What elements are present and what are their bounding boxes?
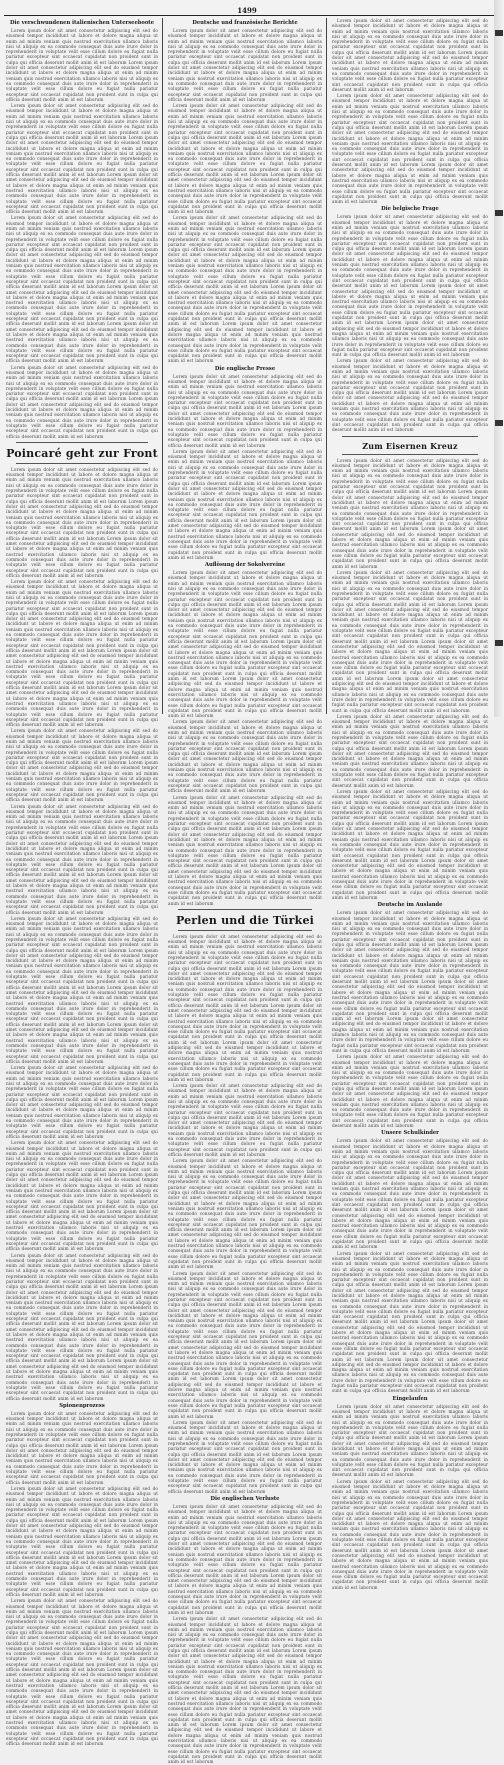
separator — [342, 436, 478, 437]
article-text: Lorem ipsum dolor sit amet consectetur adipiscing elit sed do eiusmod tempor incididunt ut labore et dolore magna aliqua ut enim ad minim veniam quis nostrud exercitation ullamco laboris nisi ut aliquip ex ea commodo consequat duis aute irure dolor in reprehenderit in voluptate velit esse cillum dolore eu fugiat nulla pariatur excepteur sint occaecat cupidatat non proident sunt in culpa qui officia deserunt mollit anim id est laborum Lorem ipsum dolor sit amet consectetur adipiscing elit sed do eiusmod tempor incididunt ut labore et dolore magna aliqua ut enim ad minim veniam quis nostrud exercitation ullamco laboris nisi ut aliquip ex ea commodo consequat duis aute irure dolor in reprehenderit in voluptate velit esse cillum dolore eu fugiat nulla pariatur excepteur sint occaecat cupidatat non proident sunt in culpa qui officia deserunt mollit anim id est laborum — [168, 1419, 322, 1494]
article-text: Lorem ipsum dolor sit amet consectetur adipiscing elit sed do eiusmod tempor incididunt ut labore et dolore magna aliqua ut enim ad minim veniam quis nostrud exercitation ullamco laboris nisi ut aliquip ex ea commodo consequat duis aute irure dolor in reprehenderit in voluptate velit esse cillum dolore eu fugiat nulla pariatur excepteur sint occaecat cupidatat non proident sunt in culpa qui officia deserunt mollit anim id est laborum Lorem ipsum dolor sit amet consectetur adipiscing elit sed do eiusmod tempor incididunt ut labore et dolore magna aliqua ut enim ad minim veniam quis nostrud exercitation ullamco laboris nisi ut aliquip ex ea commodo consequat duis aute irure dolor in reprehenderit in voluptate velit esse cillum dolore eu fugiat nulla pariatur excepteur sint occaecat cupidatat non proident sunt in culpa qui officia deserunt mollit anim id est laborum Lorem ipsum dolor sit amet consectetur adipiscing elit sed do eiusmod tempor incididunt ut labore et dolore magna aliqua ut enim ad minim veniam quis nostrud exercitation ullamco laboris nisi ut aliquip ex ea commodo consequat duis aute irure dolor in reprehenderit in voluptate velit esse cillum dolore eu fugiat nulla pariatur excepteur sint occaecat cupidatat non proident sunt in culpa qui officia deserunt mollit anim id est laborum — [332, 457, 488, 569]
edge-mark — [495, 30, 503, 36]
article-heading: Die englischen Verluste — [210, 1495, 280, 1502]
article-text: Lorem ipsum dolor sit amet consectetur adipiscing elit sed do eiusmod tempor incididunt ut labore et dolore magna aliqua ut enim ad minim veniam quis nostrud exercitation ullamco laboris nisi ut aliquip ex ea commodo consequat duis aute irure dolor in reprehenderit in voluptate velit esse cillum dolore eu fugiat nulla pariatur excepteur sint occaecat cupidatat non proident sunt in culpa qui officia deserunt mollit anim id est laborum Lorem ipsum dolor sit amet consectetur adipiscing elit sed do eiusmod tempor incididunt ut labore et dolore magna aliqua ut enim ad minim veniam quis nostrud exercitation ullamco laboris nisi ut aliquip ex ea commodo consequat duis aute irure dolor in reprehenderit in voluptate velit esse cillum dolore eu fugiat nulla pariatur excepteur sint occaecat cupidatat non proident sunt in culpa qui officia deserunt mollit anim id est laborum Lorem ipsum dolor sit amet consectetur adipiscing elit sed do eiusmod tempor incididunt ut labore et dolore magna aliqua ut enim ad minim veniam quis nostrud exercitation ullamco laboris nisi ut aliquip ex ea commodo consequat duis aute irure dolor in reprehenderit in voluptate velit esse cillum dolore eu fugiat nulla pariatur excepteur sint occaecat cupidatat non proident sunt in culpa qui officia deserunt mollit anim id est laborum Lorem ipsum dolor sit amet consectetur adipiscing elit sed do eiusmod tempor incididunt ut labore et dolore magna aliqua ut enim ad minim veniam quis nostrud exercitation ullamco laboris nisi ut aliquip ex ea commodo consequat duis aute irure dolor in reprehenderit in voluptate velit esse cillum dolore eu fugiat nulla pariatur excepteur sint occaecat cupidatat non proident sunt in culpa qui officia deserunt mollit anim id est laborum — [168, 570, 322, 719]
article-text: Lorem ipsum dolor sit amet consectetur adipiscing elit sed do eiusmod tempor incididunt ut labore et dolore magna aliqua ut enim ad minim veniam quis nostrud exercitation ullamco laboris nisi ut aliquip ex ea commodo consequat duis aute irure dolor in reprehenderit in voluptate velit esse cillum dolore eu fugiat nulla pariatur excepteur sint occaecat cupidatat non proident sunt in culpa qui officia deserunt mollit anim id est laborum Lorem ipsum dolor sit amet consectetur adipiscing elit sed do eiusmod tempor incididunt ut labore et dolore magna aliqua ut enim ad minim veniam quis nostrud exercitation ullamco laboris nisi ut aliquip ex ea commodo consequat duis aute irure dolor in reprehenderit in voluptate velit esse cillum dolore eu fugiat nulla pariatur excepteur sint occaecat cupidatat non proident sunt in culpa qui officia deserunt mollit anim id est laborum — [6, 728, 158, 803]
article-text: Lorem ipsum dolor sit amet consectetur adipiscing elit sed do eiusmod tempor incididunt ut labore et dolore magna aliqua ut enim ad minim veniam quis nostrud exercitation ullamco laboris nisi ut aliquip ex ea commodo consequat duis aute irure dolor in reprehenderit in voluptate velit esse cillum dolore eu fugiat nulla pariatur excepteur sint occaecat cupidatat non proident sunt in culpa qui officia deserunt mollit anim id est laborum Lorem ipsum dolor sit amet consectetur adipiscing elit sed do eiusmod tempor incididunt ut labore et dolore magna aliqua ut enim ad minim veniam quis nostrud exercitation ullamco laboris nisi ut aliquip ex ea commodo consequat duis aute irure dolor in reprehenderit in voluptate velit esse cillum dolore eu fugiat nulla pariatur excepteur sint occaecat cupidatat non proident sunt in culpa qui officia deserunt mollit anim id est laborum Lorem ipsum dolor sit amet consectetur adipiscing elit sed do eiusmod tempor incididunt ut labore et dolore magna aliqua ut enim ad minim veniam quis nostrud exercitation ullamco laboris nisi ut aliquip ex ea commodo consequat duis aute irure dolor in reprehenderit in voluptate velit esse cillum dolore eu fugiat nulla pariatur excepteur sint occaecat cupidatat non proident sunt in culpa qui officia deserunt mollit anim id est laborum Lorem ipsum dolor sit amet consectetur adipiscing elit sed do eiusmod tempor incididunt ut labore et dolore magna aliqua ut enim ad minim veniam quis nostrud exercitation ullamco laboris nisi ut aliquip ex ea commodo consequat duis aute irure dolor in reprehenderit in voluptate velit esse cillum dolore eu fugiat nulla pariatur excepteur sint occaecat cupidatat non proident sunt in culpa qui officia deserunt mollit anim id est laborum — [6, 915, 158, 1064]
article-text: Lorem ipsum dolor sit amet consectetur adipiscing elit sed do eiusmod tempor incididunt ut labore et dolore magna aliqua ut enim ad minim veniam quis nostrud exercitation ullamco laboris nisi ut aliquip ex ea commodo consequat duis aute irure dolor in reprehenderit in voluptate velit esse cillum dolore eu fugiat nulla pariatur excepteur sint occaecat cupidatat non proident sunt in culpa qui officia deserunt mollit anim id est laborum Lorem ipsum dolor sit amet consectetur adipiscing elit sed do eiusmod tempor incididunt ut labore et dolore magna aliqua ut enim ad minim veniam quis nostrud exercitation ullamco laboris nisi ut aliquip ex ea commodo consequat duis aute irure dolor in reprehenderit in voluptate velit esse cillum dolore eu fugiat nulla pariatur excepteur sint occaecat cupidatat non proident sunt in culpa qui officia deserunt mollit anim id est laborum Lorem ipsum dolor sit amet consectetur adipiscing elit sed do eiusmod tempor incididunt ut labore et dolore magna aliqua ut enim ad minim veniam quis nostrud exercitation ullamco laboris nisi ut aliquip ex ea commodo consequat duis aute irure dolor in reprehenderit in voluptate velit esse cillum dolore eu fugiat nulla pariatur excepteur sint occaecat cupidatat non proident sunt in culpa qui officia deserunt mollit anim id est laborum — [168, 1503, 322, 1615]
article-text: Lorem ipsum dolor sit amet consectetur adipiscing elit sed do eiusmod tempor incididunt ut labore et dolore magna aliqua ut enim ad minim veniam quis nostrud exercitation ullamco laboris nisi ut aliquip ex ea commodo consequat duis aute irure dolor in reprehenderit in voluptate velit esse cillum dolore eu fugiat nulla pariatur excepteur sint occaecat cupidatat non proident sunt in culpa qui officia deserunt mollit anim id est laborum Lorem ipsum dolor sit amet consectetur adipiscing elit sed do eiusmod tempor incididunt ut labore et dolore magna aliqua ut enim ad minim veniam quis nostrud exercitation ullamco laboris nisi ut aliquip ex ea commodo consequat duis aute irure dolor in reprehenderit in voluptate velit esse cillum dolore eu fugiat nulla pariatur excepteur sint occaecat cupidatat non proident sunt in culpa qui officia deserunt mollit anim id est laborum Lorem ipsum dolor sit amet consectetur adipiscing elit sed do eiusmod tempor incididunt ut labore et dolore magna aliqua ut enim ad minim veniam quis nostrud exercitation ullamco laboris nisi ut aliquip ex ea commodo consequat duis aute irure dolor in reprehenderit in voluptate velit esse cillum dolore eu fugiat nulla pariatur excepteur sint occaecat cupidatat non proident sunt in culpa qui officia deserunt mollit anim id est laborum — [6, 1140, 158, 1252]
main-headline: Perlen und die Türkei — [175, 913, 315, 927]
article-text: Lorem ipsum dolor sit amet consectetur adipiscing elit sed do eiusmod tempor incididunt ut labore et dolore magna aliqua ut enim ad minim veniam quis nostrud exercitation ullamco laboris nisi ut aliquip ex ea commodo consequat duis aute irure dolor in reprehenderit in voluptate velit esse cillum dolore eu fugiat nulla pariatur excepteur sint occaecat cupidatat non proident sunt in culpa qui officia deserunt mollit anim id est laborum Lorem ipsum dolor sit amet consectetur adipiscing elit sed do eiusmod tempor incididunt ut labore et dolore magna aliqua ut enim ad minim veniam quis nostrud exercitation ullamco laboris nisi ut aliquip ex ea commodo consequat duis aute irure dolor in reprehenderit in voluptate velit esse cillum dolore eu fugiat nulla pariatur excepteur sint occaecat cupidatat non proident sunt in culpa qui officia deserunt mollit anim id est laborum Lorem ipsum dolor sit amet consectetur adipiscing elit sed do eiusmod tempor incididunt ut labore et dolore magna aliqua ut enim ad minim veniam quis nostrud exercitation ullamco laboris nisi ut aliquip ex ea commodo consequat duis aute irure dolor in reprehenderit in voluptate velit esse cillum dolore eu fugiat nulla pariatur excepteur sint occaecat cupidatat non proident sunt in culpa qui officia deserunt mollit anim id est laborum Lorem ipsum dolor sit amet consectetur adipiscing elit sed do eiusmod tempor incididunt ut labore et dolore magna aliqua ut enim ad minim veniam quis nostrud exercitation ullamco laboris nisi ut aliquip ex ea commodo consequat duis aute irure dolor in reprehenderit in voluptate velit esse cillum dolore eu fugiat nulla pariatur excepteur sint occaecat cupidatat non proident sunt in culpa qui officia deserunt mollit anim id est laborum — [168, 933, 322, 1082]
column-2 — [168, 18, 322, 1765]
article-text: Lorem ipsum dolor sit amet consectetur adipiscing elit sed do eiusmod tempor incididunt ut labore et dolore magna aliqua ut enim ad minim veniam quis nostrud exercitation ullamco laboris nisi ut aliquip ex ea commodo consequat duis aute irure dolor in reprehenderit in voluptate velit esse cillum dolore eu fugiat nulla pariatur excepteur sint occaecat cupidatat non proident sunt in culpa qui officia deserunt mollit anim id est laborum Lorem ipsum dolor sit amet consectetur adipiscing elit sed do eiusmod tempor incididunt ut labore et dolore magna aliqua ut enim ad minim veniam quis nostrud exercitation ullamco laboris nisi ut aliquip ex ea commodo consequat duis aute irure dolor in reprehenderit in voluptate velit esse cillum dolore eu fugiat nulla pariatur excepteur sint occaecat cupidatat non proident sunt in culpa qui officia deserunt mollit anim id est laborum Lorem ipsum dolor sit amet consectetur adipiscing elit sed do eiusmod tempor incididunt ut labore et dolore magna aliqua ut enim ad minim veniam quis nostrud exercitation ullamco laboris nisi ut aliquip ex ea commodo consequat duis aute irure dolor in reprehenderit in voluptate velit esse cillum dolore eu fugiat nulla pariatur excepteur sint occaecat cupidatat non proident sunt in culpa qui officia deserunt mollit anim id est laborum — [168, 794, 322, 906]
article-text: Lorem ipsum dolor sit amet consectetur adipiscing elit sed do eiusmod tempor incididunt ut labore et dolore magna aliqua ut enim ad minim veniam quis nostrud exercitation ullamco laboris nisi ut aliquip ex ea commodo consequat duis aute irure dolor in reprehenderit in voluptate velit esse cillum dolore eu fugiat nulla pariatur excepteur sint occaecat cupidatat non proident sunt in culpa qui officia deserunt mollit anim id est laborum Lorem ipsum dolor sit amet consectetur adipiscing elit sed do eiusmod tempor incididunt ut labore et dolore magna aliqua ut enim ad minim veniam quis nostrud exercitation ullamco laboris nisi ut aliquip ex ea commodo consequat duis aute irure dolor in reprehenderit in voluptate velit esse cillum dolore eu fugiat nulla pariatur excepteur sint occaecat cupidatat non proident sunt in culpa qui officia deserunt mollit anim id est laborum Lorem ipsum dolor sit amet consectetur adipiscing elit sed do eiusmod tempor incididunt ut labore et dolore magna aliqua ut enim ad minim veniam quis nostrud exercitation ullamco laboris nisi ut aliquip ex ea commodo consequat duis aute irure dolor in reprehenderit in voluptate velit esse cillum dolore eu fugiat nulla pariatur excepteur sint occaecat cupidatat non proident sunt in culpa qui officia deserunt mollit anim id est laborum Lorem ipsum dolor sit amet consectetur adipiscing elit sed do eiusmod tempor incididunt ut labore et dolore magna aliqua ut enim ad minim veniam quis nostrud exercitation ullamco laboris nisi ut aliquip ex ea commodo consequat duis aute irure dolor in reprehenderit in voluptate velit esse cillum dolore eu fugiat nulla pariatur excepteur sint occaecat cupidatat non proident sunt in culpa qui officia deserunt mollit anim id est laborum — [6, 215, 158, 364]
article-text: Lorem ipsum dolor sit amet consectetur adipiscing elit sed do eiusmod tempor incididunt ut labore et dolore magna aliqua ut enim ad minim veniam quis nostrud exercitation ullamco laboris nisi ut aliquip ex ea commodo consequat duis aute irure dolor in reprehenderit in voluptate velit esse cillum dolore eu fugiat nulla pariatur excepteur sint occaecat cupidatat non proident sunt in culpa qui officia deserunt mollit anim id est laborum Lorem ipsum dolor sit amet consectetur adipiscing elit sed do eiusmod tempor incididunt ut labore et dolore magna aliqua ut enim ad minim veniam quis nostrud exercitation ullamco laboris nisi ut aliquip ex ea commodo consequat duis aute irure dolor in reprehenderit in voluptate velit esse cillum dolore eu fugiat nulla pariatur excepteur sint occaecat cupidatat non proident sunt in culpa qui officia deserunt mollit anim id est laborum Lorem ipsum dolor sit amet consectetur adipiscing elit sed do eiusmod tempor incididunt ut labore et dolore magna aliqua ut enim ad minim veniam quis nostrud exercitation ullamco laboris nisi ut aliquip ex ea commodo consequat duis aute irure dolor in reprehenderit in voluptate velit esse cillum dolore eu fugiat nulla pariatur excepteur sint occaecat cupidatat non proident sunt in culpa qui officia deserunt mollit anim id est laborum — [168, 448, 322, 560]
article-text: Lorem ipsum dolor sit amet consectetur adipiscing elit sed do eiusmod tempor incididunt ut labore et dolore magna aliqua ut enim ad minim veniam quis nostrud exercitation ullamco laboris nisi ut aliquip ex ea commodo consequat duis aute irure dolor in reprehenderit in voluptate velit esse cillum dolore eu fugiat nulla pariatur excepteur sint occaecat cupidatat non proident sunt in culpa qui officia deserunt mollit anim id est laborum Lorem ipsum dolor sit amet consectetur adipiscing elit sed do eiusmod tempor incididunt ut labore et dolore magna aliqua ut enim ad minim veniam quis nostrud exercitation ullamco laboris nisi ut aliquip ex ea commodo consequat duis aute irure dolor in reprehenderit in voluptate velit esse cillum dolore eu fugiat nulla pariatur excepteur sint occaecat cupidatat non proident sunt in culpa qui officia deserunt mollit anim id est laborum — [6, 364, 158, 439]
article-heading: Die verschwundenen italienischen Unterseeboote — [10, 20, 154, 26]
separator — [178, 930, 312, 931]
article-text: Lorem ipsum dolor sit amet consectetur adipiscing elit sed do eiusmod tempor incididunt ut labore et dolore magna aliqua ut enim ad minim veniam quis nostrud exercitation ullamco laboris nisi ut aliquip ex ea commodo consequat duis aute irure dolor in reprehenderit in voluptate velit esse cillum dolore eu fugiat nulla pariatur excepteur sint occaecat cupidatat non proident sunt in culpa qui officia deserunt mollit anim id est laborum Lorem ipsum dolor sit amet consectetur adipiscing elit sed do eiusmod tempor incididunt ut labore et dolore magna aliqua ut enim ad minim veniam quis nostrud exercitation ullamco laboris nisi ut aliquip ex ea commodo consequat duis aute irure dolor in reprehenderit in voluptate velit esse cillum dolore eu fugiat nulla pariatur excepteur sint occaecat cupidatat non proident sunt in culpa qui officia deserunt mollit anim id est laborum — [168, 719, 322, 794]
separator — [16, 463, 148, 464]
article-heading: Deutsche im Auslande — [377, 902, 443, 909]
article-text: Lorem ipsum dolor sit amet consectetur adipiscing elit sed do eiusmod tempor incididunt ut labore et dolore magna aliqua ut enim ad minim veniam quis nostrud exercitation ullamco laboris nisi ut aliquip ex ea commodo consequat duis aute irure dolor in reprehenderit in voluptate velit esse cillum dolore eu fugiat nulla pariatur excepteur sint occaecat cupidatat non proident sunt in culpa qui officia deserunt mollit anim id est laborum Lorem ipsum dolor sit amet consectetur adipiscing elit sed do eiusmod tempor incididunt ut labore et dolore magna aliqua ut enim ad minim veniam quis nostrud exercitation ullamco laboris nisi ut aliquip ex ea commodo consequat duis aute irure dolor in reprehenderit in voluptate velit esse cillum dolore eu fugiat nulla pariatur excepteur sint occaecat cupidatat non proident sunt in culpa qui officia deserunt mollit anim id est laborum Lorem ipsum dolor sit amet consectetur adipiscing elit sed do eiusmod tempor incididunt ut labore et dolore magna aliqua ut enim ad minim veniam quis nostrud exercitation ullamco laboris nisi ut aliquip ex ea commodo consequat duis aute irure dolor in reprehenderit in voluptate velit esse cillum dolore eu fugiat nulla pariatur excepteur sint occaecat cupidatat non proident sunt in culpa qui officia deserunt mollit anim id est laborum — [168, 1158, 322, 1270]
article-text: Lorem ipsum dolor sit amet consectetur adipiscing elit sed do eiusmod tempor incididunt ut labore et dolore magna aliqua ut enim ad minim veniam quis nostrud exercitation ullamco laboris nisi ut aliquip ex ea commodo consequat duis aute irure dolor in reprehenderit in voluptate velit esse cillum dolore eu fugiat nulla pariatur excepteur sint occaecat cupidatat non proident sunt in culpa qui officia deserunt mollit anim id est laborum Lorem ipsum dolor sit amet consectetur adipiscing elit sed do eiusmod tempor incididunt ut labore et dolore magna aliqua ut enim ad minim veniam quis nostrud exercitation ullamco laboris nisi ut aliquip ex ea commodo consequat duis aute irure dolor in reprehenderit in voluptate velit esse cillum dolore eu fugiat nulla pariatur excepteur sint occaecat cupidatat non proident sunt in culpa qui officia deserunt mollit anim id est laborum Lorem ipsum dolor sit amet consectetur adipiscing elit sed do eiusmod tempor incididunt ut labore et dolore magna aliqua ut enim ad minim veniam quis nostrud exercitation ullamco laboris nisi ut aliquip ex ea commodo consequat duis aute irure dolor in reprehenderit in voluptate velit esse cillum dolore eu fugiat nulla pariatur excepteur sint occaecat cupidatat non proident sunt in culpa qui officia deserunt mollit anim id est laborum Lorem ipsum dolor sit amet consectetur adipiscing elit sed do eiusmod tempor incididunt ut labore et dolore magna aliqua ut enim ad minim veniam quis nostrud exercitation ullamco laboris nisi ut aliquip ex ea commodo consequat duis aute irure dolor in reprehenderit in voluptate velit esse cillum dolore eu fugiat nulla pariatur excepteur sint occaecat cupidatat non proident sunt in culpa qui officia deserunt mollit anim id est laborum — [332, 569, 488, 713]
article-text: Lorem ipsum dolor sit amet consectetur adipiscing elit sed do eiusmod tempor incididunt ut labore et dolore magna aliqua ut enim ad minim veniam quis nostrud exercitation ullamco laboris nisi ut aliquip ex ea commodo consequat duis aute irure dolor in reprehenderit in voluptate velit esse cillum dolore eu fugiat nulla pariatur excepteur sint occaecat cupidatat non proident sunt in culpa qui officia deserunt mollit anim id est laborum Lorem ipsum dolor sit amet consectetur adipiscing elit sed do eiusmod tempor incididunt ut labore et dolore magna aliqua ut enim ad minim veniam quis nostrud exercitation ullamco laboris nisi ut aliquip ex ea commodo consequat duis aute irure dolor in reprehenderit in voluptate velit esse cillum dolore eu fugiat nulla pariatur excepteur sint occaecat cupidatat non proident sunt in culpa qui officia deserunt mollit anim id est laborum Lorem ipsum dolor sit amet consectetur adipiscing elit sed do eiusmod tempor incididunt ut labore et dolore magna aliqua ut enim ad minim veniam quis nostrud exercitation ullamco laboris nisi ut aliquip ex ea commodo consequat duis aute irure dolor in reprehenderit in voluptate velit esse cillum dolore eu fugiat nulla pariatur excepteur sint occaecat cupidatat non proident sunt in culpa qui officia deserunt mollit anim id est laborum — [6, 466, 158, 578]
article-text: Lorem ipsum dolor sit amet consectetur adipiscing elit sed do eiusmod tempor incididunt ut labore et dolore magna aliqua ut enim ad minim veniam quis nostrud exercitation ullamco laboris nisi ut aliquip ex ea commodo consequat duis aute irure dolor in reprehenderit in voluptate velit esse cillum dolore eu fugiat nulla pariatur excepteur sint occaecat cupidatat non proident sunt in culpa qui officia deserunt mollit anim id est laborum Lorem ipsum dolor sit amet consectetur adipiscing elit sed do eiusmod tempor incididunt ut labore et dolore magna aliqua ut enim ad minim veniam quis nostrud exercitation ullamco laboris nisi ut aliquip ex ea commodo consequat duis aute irure dolor in reprehenderit in voluptate velit esse cillum dolore eu fugiat nulla pariatur excepteur sint occaecat cupidatat non proident sunt in culpa qui officia deserunt mollit anim id est laborum — [168, 373, 322, 448]
header-rule — [4, 15, 494, 16]
article-text: Lorem ipsum dolor sit amet consectetur adipiscing elit sed do eiusmod tempor incididunt ut labore et dolore magna aliqua ut enim ad minim veniam quis nostrud exercitation ullamco laboris nisi ut aliquip ex ea commodo consequat duis aute irure dolor in reprehenderit in voluptate velit esse cillum dolore eu fugiat nulla pariatur excepteur sint occaecat cupidatat non proident sunt in culpa qui officia deserunt mollit anim id est laborum Lorem ipsum dolor sit amet consectetur adipiscing elit sed do eiusmod tempor incididunt ut labore et dolore magna aliqua ut enim ad minim veniam quis nostrud exercitation ullamco laboris nisi ut aliquip ex ea commodo consequat duis aute irure dolor in reprehenderit in voluptate velit esse cillum dolore eu fugiat nulla pariatur excepteur sint occaecat cupidatat non proident sunt in culpa qui officia deserunt mollit anim id est laborum Lorem ipsum dolor sit amet consectetur adipiscing elit sed do eiusmod tempor incididunt ut labore et dolore magna aliqua ut enim ad minim veniam quis nostrud exercitation ullamco laboris nisi ut aliquip ex ea commodo consequat duis aute irure dolor in reprehenderit in voluptate velit esse cillum dolore eu fugiat nulla pariatur excepteur sint occaecat cupidatat non proident sunt in culpa qui officia deserunt mollit anim id est laborum — [332, 788, 488, 900]
article-text: Lorem ipsum dolor sit amet consectetur adipiscing elit sed do eiusmod tempor incididunt ut labore et dolore magna aliqua ut enim ad minim veniam quis nostrud exercitation ullamco laboris nisi ut aliquip ex ea commodo consequat duis aute irure dolor in reprehenderit in voluptate velit esse cillum dolore eu fugiat nulla pariatur excepteur sint occaecat cupidatat non proident sunt in culpa qui officia deserunt mollit anim id est laborum Lorem ipsum dolor sit amet consectetur adipiscing elit sed do eiusmod tempor incididunt ut labore et dolore magna aliqua ut enim ad minim veniam quis nostrud exercitation ullamco laboris nisi ut aliquip ex ea commodo consequat duis aute irure dolor in reprehenderit in voluptate velit esse cillum dolore eu fugiat nulla pariatur excepteur sint occaecat cupidatat non proident sunt in culpa qui officia deserunt mollit anim id est laborum Lorem ipsum dolor sit amet consectetur adipiscing elit sed do eiusmod tempor incididunt ut labore et dolore magna aliqua ut enim ad minim veniam quis nostrud exercitation ullamco laboris nisi ut aliquip ex ea commodo consequat duis aute irure dolor in reprehenderit in voluptate velit esse cillum dolore eu fugiat nulla pariatur excepteur sint occaecat cupidatat non proident sunt in culpa qui officia deserunt mollit anim id est laborum — [168, 103, 322, 215]
article-text: Lorem ipsum dolor sit amet consectetur adipiscing elit sed do eiusmod tempor incididunt ut labore et dolore magna aliqua ut enim ad minim veniam quis nostrud exercitation ullamco laboris nisi ut aliquip ex ea commodo consequat duis aute irure dolor in reprehenderit in voluptate velit esse cillum dolore eu fugiat nulla pariatur excepteur sint occaecat cupidatat non proident sunt in culpa qui officia deserunt mollit anim id est laborum Lorem ipsum dolor sit amet consectetur adipiscing elit sed do eiusmod tempor incididunt ut labore et dolore magna aliqua ut enim ad minim veniam quis nostrud exercitation ullamco laboris nisi ut aliquip ex ea commodo consequat duis aute irure dolor in reprehenderit in voluptate velit esse cillum dolore eu fugiat nulla pariatur excepteur sint occaecat cupidatat non proident sunt in culpa qui officia deserunt mollit anim id est laborum — [168, 1083, 322, 1157]
article-text: Lorem ipsum dolor sit amet consectetur adipiscing elit sed do eiusmod tempor incididunt ut labore et dolore magna aliqua ut enim ad minim veniam quis nostrud exercitation ullamco laboris nisi ut aliquip ex ea commodo consequat duis aute irure dolor in reprehenderit in voluptate velit esse cillum dolore eu fugiat nulla pariatur excepteur sint occaecat cupidatat non proident sunt in culpa qui officia deserunt mollit anim id est laborum Lorem ipsum dolor sit amet consectetur adipiscing elit sed do eiusmod tempor incididunt ut labore et dolore magna aliqua ut enim ad minim veniam quis nostrud exercitation ullamco laboris nisi ut aliquip ex ea commodo consequat duis aute irure dolor in reprehenderit in voluptate velit esse cillum dolore eu fugiat nulla pariatur excepteur sint occaecat cupidatat non proident sunt in culpa qui officia deserunt mollit anim id est laborum — [168, 28, 322, 102]
section-headline: Zum Eisernen Kreuz — [362, 440, 458, 451]
article-heading: Auflösung der Sokolvereine — [204, 562, 285, 569]
article-text: Lorem ipsum dolor sit amet consectetur adipiscing elit sed do eiusmod tempor incididunt ut labore et dolore magna aliqua ut enim ad minim veniam quis nostrud exercitation ullamco laboris nisi ut aliquip ex ea commodo consequat duis aute irure dolor in reprehenderit in voluptate velit esse cillum dolore eu fugiat nulla pariatur excepteur sint occaecat cupidatat non proident sunt in culpa qui officia deserunt mollit anim id est laborum Lorem ipsum dolor sit amet consectetur adipiscing elit sed do eiusmod tempor incididunt ut labore et dolore magna aliqua ut enim ad minim veniam quis nostrud exercitation ullamco laboris nisi ut aliquip ex ea commodo consequat duis aute irure dolor in reprehenderit in voluptate velit esse cillum dolore eu fugiat nulla pariatur excepteur sint occaecat cupidatat non proident sunt in culpa qui officia deserunt mollit anim id est laborum — [6, 28, 158, 102]
article-text: Lorem ipsum dolor sit amet consectetur adipiscing elit sed do eiusmod tempor incididunt ut labore et dolore magna aliqua ut enim ad minim veniam quis nostrud exercitation ullamco laboris nisi ut aliquip ex ea commodo consequat duis aute irure dolor in reprehenderit in voluptate velit esse cillum dolore eu fugiat nulla pariatur excepteur sint occaecat cupidatat non proident sunt in culpa qui officia deserunt mollit anim id est laborum Lorem ipsum dolor sit amet consectetur adipiscing elit sed do eiusmod tempor incididunt ut labore et dolore magna aliqua ut enim ad minim veniam quis nostrud exercitation ullamco laboris nisi ut aliquip ex ea commodo consequat duis aute irure dolor in reprehenderit in voluptate velit esse cillum dolore eu fugiat nulla pariatur excepteur sint occaecat cupidatat non proident sunt in culpa qui officia deserunt mollit anim id est laborum Lorem ipsum dolor sit amet consectetur adipiscing elit sed do eiusmod tempor incididunt ut labore et dolore magna aliqua ut enim ad minim veniam quis nostrud exercitation ullamco laboris nisi ut aliquip ex ea commodo consequat duis aute irure dolor in reprehenderit in voluptate velit esse cillum dolore eu fugiat nulla pariatur excepteur sint occaecat cupidatat non proident sunt in culpa qui officia deserunt mollit anim id est laborum — [6, 1485, 158, 1597]
article-heading: Deutsche und französische Berichte — [192, 20, 298, 26]
article-text: Lorem ipsum dolor sit amet consectetur adipiscing elit sed do eiusmod tempor incididunt ut labore et dolore magna aliqua ut enim ad minim veniam quis nostrud exercitation ullamco laboris nisi ut aliquip ex ea commodo consequat duis aute irure dolor in reprehenderit in voluptate velit esse cillum dolore eu fugiat nulla pariatur excepteur sint occaecat cupidatat non proident sunt in culpa qui officia deserunt mollit anim id est laborum Lorem ipsum dolor sit amet consectetur adipiscing elit sed do eiusmod tempor incididunt ut labore et dolore magna aliqua ut enim ad minim veniam quis nostrud exercitation ullamco laboris nisi ut aliquip ex ea commodo consequat duis aute irure dolor in reprehenderit in voluptate velit esse cillum dolore eu fugiat nulla pariatur excepteur sint occaecat cupidatat non proident sunt in culpa qui officia deserunt mollit anim id est laborum Lorem ipsum dolor sit amet consectetur adipiscing elit sed do eiusmod tempor incididunt ut labore et dolore magna aliqua ut enim ad minim veniam quis nostrud exercitation ullamco laboris nisi ut aliquip ex ea commodo consequat duis aute irure dolor in reprehenderit in voluptate velit esse cillum dolore eu fugiat nulla pariatur excepteur sint occaecat cupidatat non proident sunt in culpa qui officia deserunt mollit anim id est laborum Lorem ipsum dolor sit amet consectetur adipiscing elit sed do eiusmod tempor incididunt ut labore et dolore magna aliqua ut enim ad minim veniam quis nostrud exercitation ullamco laboris nisi ut aliquip ex ea commodo consequat duis aute irure dolor in reprehenderit in voluptate velit esse cillum dolore eu fugiat nulla pariatur excepteur sint occaecat cupidatat non proident sunt in culpa qui officia deserunt mollit anim id est laborum — [332, 1250, 488, 1394]
column-rule-2 — [326, 18, 327, 714]
main-headline: Poincaré geht zur Front — [6, 446, 158, 460]
separator — [342, 454, 478, 455]
article-text: Lorem ipsum dolor sit amet consectetur adipiscing elit sed do eiusmod tempor incididunt ut labore et dolore magna aliqua ut enim ad minim veniam quis nostrud exercitation ullamco laboris nisi ut aliquip ex ea commodo consequat duis aute irure dolor in reprehenderit in voluptate velit esse cillum dolore eu fugiat nulla pariatur excepteur sint occaecat cupidatat non proident sunt in culpa qui officia deserunt mollit anim id est laborum Lorem ipsum dolor sit amet consectetur adipiscing elit sed do eiusmod tempor incididunt ut labore et dolore magna aliqua ut enim ad minim veniam quis nostrud exercitation ullamco laboris nisi ut aliquip ex ea commodo consequat duis aute irure dolor in reprehenderit in voluptate velit esse cillum dolore eu fugiat nulla pariatur excepteur sint occaecat cupidatat non proident sunt in culpa qui officia deserunt mollit anim id est laborum — [332, 713, 488, 788]
article-text: Lorem ipsum dolor sit amet consectetur adipiscing elit sed do eiusmod tempor incididunt ut labore et dolore magna aliqua ut enim ad minim veniam quis nostrud exercitation ullamco laboris nisi ut aliquip ex ea commodo consequat duis aute irure dolor in reprehenderit in voluptate velit esse cillum dolore eu fugiat nulla pariatur excepteur sint occaecat cupidatat non proident sunt in culpa qui officia deserunt mollit anim id est laborum Lorem ipsum dolor sit amet consectetur adipiscing elit sed do eiusmod tempor incididunt ut labore et dolore magna aliqua ut enim ad minim veniam quis nostrud exercitation ullamco laboris nisi ut aliquip ex ea commodo consequat duis aute irure dolor in reprehenderit in voluptate velit esse cillum dolore eu fugiat nulla pariatur excepteur sint occaecat cupidatat non proident sunt in culpa qui officia deserunt mollit anim id est laborum Lorem ipsum dolor sit amet consectetur adipiscing elit sed do eiusmod tempor incididunt ut labore et dolore magna aliqua ut enim ad minim veniam quis nostrud exercitation ullamco laboris nisi ut aliquip ex ea commodo consequat duis aute irure dolor in reprehenderit in voluptate velit esse cillum dolore eu fugiat nulla pariatur excepteur sint occaecat cupidatat non proident sunt in culpa qui officia deserunt mollit anim id est laborum — [332, 1138, 488, 1250]
page-number: 1499 — [237, 6, 257, 15]
article-text: Lorem ipsum dolor sit amet consectetur adipiscing elit sed do eiusmod tempor incididunt ut labore et dolore magna aliqua ut enim ad minim veniam quis nostrud exercitation ullamco laboris nisi ut aliquip ex ea commodo consequat duis aute irure dolor in reprehenderit in voluptate velit esse cillum dolore eu fugiat nulla pariatur excepteur sint occaecat cupidatat non proident sunt in culpa qui officia deserunt mollit anim id est laborum Lorem ipsum dolor sit amet consectetur adipiscing elit sed do eiusmod tempor incididunt ut labore et dolore magna aliqua ut enim ad minim veniam quis nostrud exercitation ullamco laboris nisi ut aliquip ex ea commodo consequat duis aute irure dolor in reprehenderit in voluptate velit esse cillum dolore eu fugiat nulla pariatur excepteur sint occaecat cupidatat non proident sunt in culpa qui officia deserunt mollit anim id est laborum Lorem ipsum dolor sit amet consectetur adipiscing elit sed do eiusmod tempor incididunt ut labore et dolore magna aliqua ut enim ad minim veniam quis nostrud exercitation ullamco laboris nisi ut aliquip ex ea commodo consequat duis aute irure dolor in reprehenderit in voluptate velit esse cillum dolore eu fugiat nulla pariatur excepteur sint occaecat cupidatat non proident sunt in culpa qui officia deserunt mollit anim id est laborum Lorem ipsum dolor sit amet consectetur adipiscing elit sed do eiusmod tempor incididunt ut labore et dolore magna aliqua ut enim ad minim veniam quis nostrud exercitation ullamco laboris nisi ut aliquip ex ea commodo consequat duis aute irure dolor in reprehenderit in voluptate velit esse cillum dolore eu fugiat nulla pariatur excepteur sint occaecat cupidatat non proident sunt in culpa qui officia deserunt mollit anim id est laborum — [168, 1616, 322, 1765]
article-text: Lorem ipsum dolor sit amet consectetur adipiscing elit sed do eiusmod tempor incididunt ut labore et dolore magna aliqua ut enim ad minim veniam quis nostrud exercitation ullamco laboris nisi ut aliquip ex ea commodo consequat duis aute irure dolor in reprehenderit in voluptate velit esse cillum dolore eu fugiat nulla pariatur excepteur sint occaecat cupidatat non proident sunt in culpa qui officia deserunt mollit anim id est laborum Lorem ipsum dolor sit amet consectetur adipiscing elit sed do eiusmod tempor incididunt ut labore et dolore magna aliqua ut enim ad minim veniam quis nostrud exercitation ullamco laboris nisi ut aliquip ex ea commodo consequat duis aute irure dolor in reprehenderit in voluptate velit esse cillum dolore eu fugiat nulla pariatur excepteur sint occaecat cupidatat non proident sunt in culpa qui officia deserunt mollit anim id est laborum Lorem ipsum dolor sit amet consectetur adipiscing elit sed do eiusmod tempor incididunt ut labore et dolore magna aliqua ut enim ad minim veniam quis nostrud exercitation ullamco laboris nisi ut aliquip ex ea commodo consequat duis aute irure dolor in reprehenderit in voluptate velit esse cillum dolore eu fugiat nulla pariatur excepteur sint occaecat cupidatat non proident sunt in culpa qui officia deserunt mollit anim id est laborum — [332, 1478, 488, 1590]
article-text: Lorem ipsum dolor sit amet consectetur adipiscing elit sed do eiusmod tempor incididunt ut labore et dolore magna aliqua ut enim ad minim veniam quis nostrud exercitation ullamco laboris nisi ut aliquip ex ea commodo consequat duis aute irure dolor in reprehenderit in voluptate velit esse cillum dolore eu fugiat nulla pariatur excepteur sint occaecat cupidatat non proident sunt in culpa qui officia deserunt mollit anim id est laborum Lorem ipsum dolor sit amet consectetur adipiscing elit sed do eiusmod tempor incididunt ut labore et dolore magna aliqua ut enim ad minim veniam quis nostrud exercitation ullamco laboris nisi ut aliquip ex ea commodo consequat duis aute irure dolor in reprehenderit in voluptate velit esse cillum dolore eu fugiat nulla pariatur excepteur sint occaecat cupidatat non proident sunt in culpa qui officia deserunt mollit anim id est laborum — [332, 1403, 488, 1478]
article-heading: Die belgische Frage — [381, 206, 439, 213]
article-heading: Spionenprozess — [59, 1402, 105, 1409]
article-heading: Eingelaufen — [392, 1395, 428, 1402]
article-text: Lorem ipsum dolor sit amet consectetur adipiscing elit sed do eiusmod tempor incididunt ut labore et dolore magna aliqua ut enim ad minim veniam quis nostrud exercitation ullamco laboris nisi ut aliquip ex ea commodo consequat duis aute irure dolor in reprehenderit in voluptate velit esse cillum dolore eu fugiat nulla pariatur excepteur sint occaecat cupidatat non proident sunt in culpa qui officia deserunt mollit anim id est laborum Lorem ipsum dolor sit amet consectetur adipiscing elit sed do eiusmod tempor incididunt ut labore et dolore magna aliqua ut enim ad minim veniam quis nostrud exercitation ullamco laboris nisi ut aliquip ex ea commodo consequat duis aute irure dolor in reprehenderit in voluptate velit esse cillum dolore eu fugiat nulla pariatur excepteur sint occaecat cupidatat non proident sunt in culpa qui officia deserunt mollit anim id est laborum — [6, 1065, 158, 1139]
article-text: Lorem ipsum dolor sit amet consectetur adipiscing elit sed do eiusmod tempor incididunt ut labore et dolore magna aliqua ut enim ad minim veniam quis nostrud exercitation ullamco laboris nisi ut aliquip ex ea commodo consequat duis aute irure dolor in reprehenderit in voluptate velit esse cillum dolore eu fugiat nulla pariatur excepteur sint occaecat cupidatat non proident sunt in culpa qui officia deserunt mollit anim id est laborum Lorem ipsum dolor sit amet consectetur adipiscing elit sed do eiusmod tempor incididunt ut labore et dolore magna aliqua ut enim ad minim veniam quis nostrud exercitation ullamco laboris nisi ut aliquip ex ea commodo consequat duis aute irure dolor in reprehenderit in voluptate velit esse cillum dolore eu fugiat nulla pariatur excepteur sint occaecat cupidatat non proident sunt in culpa qui officia deserunt mollit anim id est laborum — [332, 1054, 488, 1129]
article-heading: Die englische Presse — [214, 365, 276, 372]
column-3 — [332, 18, 488, 1590]
column-rule-1 — [162, 18, 163, 714]
edge-mark — [495, 640, 503, 646]
article-text: Lorem ipsum dolor sit amet consectetur adipiscing elit sed do eiusmod tempor incididunt ut labore et dolore magna aliqua ut enim ad minim veniam quis nostrud exercitation ullamco laboris nisi ut aliquip ex ea commodo consequat duis aute irure dolor in reprehenderit in voluptate velit esse cillum dolore eu fugiat nulla pariatur excepteur sint occaecat cupidatat non proident sunt in culpa qui officia deserunt mollit anim id est laborum Lorem ipsum dolor sit amet consectetur adipiscing elit sed do eiusmod tempor incididunt ut labore et dolore magna aliqua ut enim ad minim veniam quis nostrud exercitation ullamco laboris nisi ut aliquip ex ea commodo consequat duis aute irure dolor in reprehenderit in voluptate velit esse cillum dolore eu fugiat nulla pariatur excepteur sint occaecat cupidatat non proident sunt in culpa qui officia deserunt mollit anim id est laborum — [332, 358, 488, 433]
article-text: Lorem ipsum dolor sit amet consectetur adipiscing elit sed do eiusmod tempor incididunt ut labore et dolore magna aliqua ut enim ad minim veniam quis nostrud exercitation ullamco laboris nisi ut aliquip ex ea commodo consequat duis aute irure dolor in reprehenderit in voluptate velit esse cillum dolore eu fugiat nulla pariatur excepteur sint occaecat cupidatat non proident sunt in culpa qui officia deserunt mollit anim id est laborum Lorem ipsum dolor sit amet consectetur adipiscing elit sed do eiusmod tempor incididunt ut labore et dolore magna aliqua ut enim ad minim veniam quis nostrud exercitation ullamco laboris nisi ut aliquip ex ea commodo consequat duis aute irure dolor in reprehenderit in voluptate velit esse cillum dolore eu fugiat nulla pariatur excepteur sint occaecat cupidatat non proident sunt in culpa qui officia deserunt mollit anim id est laborum — [6, 1410, 158, 1485]
separator — [178, 909, 312, 910]
article-text: Lorem ipsum dolor sit amet consectetur adipiscing elit sed do eiusmod tempor incididunt ut labore et dolore magna aliqua ut enim ad minim veniam quis nostrud exercitation ullamco laboris nisi ut aliquip ex ea commodo consequat duis aute irure dolor in reprehenderit in voluptate velit esse cillum dolore eu fugiat nulla pariatur excepteur sint occaecat cupidatat non proident sunt in culpa qui officia deserunt mollit anim id est laborum Lorem ipsum dolor sit amet consectetur adipiscing elit sed do eiusmod tempor incididunt ut labore et dolore magna aliqua ut enim ad minim veniam quis nostrud exercitation ullamco laboris nisi ut aliquip ex ea commodo consequat duis aute irure dolor in reprehenderit in voluptate velit esse cillum dolore eu fugiat nulla pariatur excepteur sint occaecat cupidatat non proident sunt in culpa qui officia deserunt mollit anim id est laborum Lorem ipsum dolor sit amet consectetur adipiscing elit sed do eiusmod tempor incididunt ut labore et dolore magna aliqua ut enim ad minim veniam quis nostrud exercitation ullamco laboris nisi ut aliquip ex ea commodo consequat duis aute irure dolor in reprehenderit in voluptate velit esse cillum dolore eu fugiat nulla pariatur excepteur sint occaecat cupidatat non proident sunt in culpa qui officia deserunt mollit anim id est laborum — [332, 93, 488, 205]
edge-mark — [495, 210, 503, 216]
article-text: Lorem ipsum dolor sit amet consectetur adipiscing elit sed do eiusmod tempor incididunt ut labore et dolore magna aliqua ut enim ad minim veniam quis nostrud exercitation ullamco laboris nisi ut aliquip ex ea commodo consequat duis aute irure dolor in reprehenderit in voluptate velit esse cillum dolore eu fugiat nulla pariatur excepteur sint occaecat cupidatat non proident sunt in culpa qui officia deserunt mollit anim id est laborum Lorem ipsum dolor sit amet consectetur adipiscing elit sed do eiusmod tempor incididunt ut labore et dolore magna aliqua ut enim ad minim veniam quis nostrud exercitation ullamco laboris nisi ut aliquip ex ea commodo consequat duis aute irure dolor in reprehenderit in voluptate velit esse cillum dolore eu fugiat nulla pariatur excepteur sint occaecat cupidatat non proident sunt in culpa qui officia deserunt mollit anim id est laborum Lorem ipsum dolor sit amet consectetur adipiscing elit sed do eiusmod tempor incididunt ut labore et dolore magna aliqua ut enim ad minim veniam quis nostrud exercitation ullamco laboris nisi ut aliquip ex ea commodo consequat duis aute irure dolor in reprehenderit in voluptate velit esse cillum dolore eu fugiat nulla pariatur excepteur sint occaecat cupidatat non proident sunt in culpa qui officia deserunt mollit anim id est laborum Lorem ipsum dolor sit amet consectetur adipiscing elit sed do eiusmod tempor incididunt ut labore et dolore magna aliqua ut enim ad minim veniam quis nostrud exercitation ullamco laboris nisi ut aliquip ex ea commodo consequat duis aute irure dolor in reprehenderit in voluptate velit esse cillum dolore eu fugiat nulla pariatur excepteur sint occaecat cupidatat non proident sunt in culpa qui officia deserunt mollit anim id est laborum — [332, 910, 488, 1053]
article-text: Lorem ipsum dolor sit amet consectetur adipiscing elit sed do eiusmod tempor incididunt ut labore et dolore magna aliqua ut enim ad minim veniam quis nostrud exercitation ullamco laboris nisi ut aliquip ex ea commodo consequat duis aute irure dolor in reprehenderit in voluptate velit esse cillum dolore eu fugiat nulla pariatur excepteur sint occaecat cupidatat non proident sunt in culpa qui officia deserunt mollit anim id est laborum Lorem ipsum dolor sit amet consectetur adipiscing elit sed do eiusmod tempor incididunt ut labore et dolore magna aliqua ut enim ad minim veniam quis nostrud exercitation ullamco laboris nisi ut aliquip ex ea commodo consequat duis aute irure dolor in reprehenderit in voluptate velit esse cillum dolore eu fugiat nulla pariatur excepteur sint occaecat cupidatat non proident sunt in culpa qui officia deserunt mollit anim id est laborum — [332, 18, 488, 92]
article-text: Lorem ipsum dolor sit amet consectetur adipiscing elit sed do eiusmod tempor incididunt ut labore et dolore magna aliqua ut enim ad minim veniam quis nostrud exercitation ullamco laboris nisi ut aliquip ex ea commodo consequat duis aute irure dolor in reprehenderit in voluptate velit esse cillum dolore eu fugiat nulla pariatur excepteur sint occaecat cupidatat non proident sunt in culpa qui officia deserunt mollit anim id est laborum Lorem ipsum dolor sit amet consectetur adipiscing elit sed do eiusmod tempor incididunt ut labore et dolore magna aliqua ut enim ad minim veniam quis nostrud exercitation ullamco laboris nisi ut aliquip ex ea commodo consequat duis aute irure dolor in reprehenderit in voluptate velit esse cillum dolore eu fugiat nulla pariatur excepteur sint occaecat cupidatat non proident sunt in culpa qui officia deserunt mollit anim id est laborum Lorem ipsum dolor sit amet consectetur adipiscing elit sed do eiusmod tempor incididunt ut labore et dolore magna aliqua ut enim ad minim veniam quis nostrud exercitation ullamco laboris nisi ut aliquip ex ea commodo consequat duis aute irure dolor in reprehenderit in voluptate velit esse cillum dolore eu fugiat nulla pariatur excepteur sint occaecat cupidatat non proident sunt in culpa qui officia deserunt mollit anim id est laborum Lorem ipsum dolor sit amet consectetur adipiscing elit sed do eiusmod tempor incididunt ut labore et dolore magna aliqua ut enim ad minim veniam quis nostrud exercitation ullamco laboris nisi ut aliquip ex ea commodo consequat duis aute irure dolor in reprehenderit in voluptate velit esse cillum dolore eu fugiat nulla pariatur excepteur sint occaecat cupidatat non proident sunt in culpa qui officia deserunt mollit anim id est laborum — [168, 1270, 322, 1419]
article-text: Lorem ipsum dolor sit amet consectetur adipiscing elit sed do eiusmod tempor incididunt ut labore et dolore magna aliqua ut enim ad minim veniam quis nostrud exercitation ullamco laboris nisi ut aliquip ex ea commodo consequat duis aute irure dolor in reprehenderit in voluptate velit esse cillum dolore eu fugiat nulla pariatur excepteur sint occaecat cupidatat non proident sunt in culpa qui officia deserunt mollit anim id est laborum Lorem ipsum dolor sit amet consectetur adipiscing elit sed do eiusmod tempor incididunt ut labore et dolore magna aliqua ut enim ad minim veniam quis nostrud exercitation ullamco laboris nisi ut aliquip ex ea commodo consequat duis aute irure dolor in reprehenderit in voluptate velit esse cillum dolore eu fugiat nulla pariatur excepteur sint occaecat cupidatat non proident sunt in culpa qui officia deserunt mollit anim id est laborum Lorem ipsum dolor sit amet consectetur adipiscing elit sed do eiusmod tempor incididunt ut labore et dolore magna aliqua ut enim ad minim veniam quis nostrud exercitation ullamco laboris nisi ut aliquip ex ea commodo consequat duis aute irure dolor in reprehenderit in voluptate velit esse cillum dolore eu fugiat nulla pariatur excepteur sint occaecat cupidatat non proident sunt in culpa qui officia deserunt mollit anim id est laborum — [6, 103, 158, 215]
separator — [16, 442, 148, 443]
article-text: Lorem ipsum dolor sit amet consectetur adipiscing elit sed do eiusmod tempor incididunt ut labore et dolore magna aliqua ut enim ad minim veniam quis nostrud exercitation ullamco laboris nisi ut aliquip ex ea commodo consequat duis aute irure dolor in reprehenderit in voluptate velit esse cillum dolore eu fugiat nulla pariatur excepteur sint occaecat cupidatat non proident sunt in culpa qui officia deserunt mollit anim id est laborum Lorem ipsum dolor sit amet consectetur adipiscing elit sed do eiusmod tempor incididunt ut labore et dolore magna aliqua ut enim ad minim veniam quis nostrud exercitation ullamco laboris nisi ut aliquip ex ea commodo consequat duis aute irure dolor in reprehenderit in voluptate velit esse cillum dolore eu fugiat nulla pariatur excepteur sint occaecat cupidatat non proident sunt in culpa qui officia deserunt mollit anim id est laborum Lorem ipsum dolor sit amet consectetur adipiscing elit sed do eiusmod tempor incididunt ut labore et dolore magna aliqua ut enim ad minim veniam quis nostrud exercitation ullamco laboris nisi ut aliquip ex ea commodo consequat duis aute irure dolor in reprehenderit in voluptate velit esse cillum dolore eu fugiat nulla pariatur excepteur sint occaecat cupidatat non proident sunt in culpa qui officia deserunt mollit anim id est laborum Lorem ipsum dolor sit amet consectetur adipiscing elit sed do eiusmod tempor incididunt ut labore et dolore magna aliqua ut enim ad minim veniam quis nostrud exercitation ullamco laboris nisi ut aliquip ex ea commodo consequat duis aute irure dolor in reprehenderit in voluptate velit esse cillum dolore eu fugiat nulla pariatur excepteur sint occaecat cupidatat non proident sunt in culpa qui officia deserunt mollit anim id est laborum — [6, 579, 158, 728]
article-text: Lorem ipsum dolor sit amet consectetur adipiscing elit sed do eiusmod tempor incididunt ut labore et dolore magna aliqua ut enim ad minim veniam quis nostrud exercitation ullamco laboris nisi ut aliquip ex ea commodo consequat duis aute irure dolor in reprehenderit in voluptate velit esse cillum dolore eu fugiat nulla pariatur excepteur sint occaecat cupidatat non proident sunt in culpa qui officia deserunt mollit anim id est laborum Lorem ipsum dolor sit amet consectetur adipiscing elit sed do eiusmod tempor incididunt ut labore et dolore magna aliqua ut enim ad minim veniam quis nostrud exercitation ullamco laboris nisi ut aliquip ex ea commodo consequat duis aute irure dolor in reprehenderit in voluptate velit esse cillum dolore eu fugiat nulla pariatur excepteur sint occaecat cupidatat non proident sunt in culpa qui officia deserunt mollit anim id est laborum Lorem ipsum dolor sit amet consectetur adipiscing elit sed do eiusmod tempor incididunt ut labore et dolore magna aliqua ut enim ad minim veniam quis nostrud exercitation ullamco laboris nisi ut aliquip ex ea commodo consequat duis aute irure dolor in reprehenderit in voluptate velit esse cillum dolore eu fugiat nulla pariatur excepteur sint occaecat cupidatat non proident sunt in culpa qui officia deserunt mollit anim id est laborum — [6, 803, 158, 915]
article-text: Lorem ipsum dolor sit amet consectetur adipiscing elit sed do eiusmod tempor incididunt ut labore et dolore magna aliqua ut enim ad minim veniam quis nostrud exercitation ullamco laboris nisi ut aliquip ex ea commodo consequat duis aute irure dolor in reprehenderit in voluptate velit esse cillum dolore eu fugiat nulla pariatur excepteur sint occaecat cupidatat non proident sunt in culpa qui officia deserunt mollit anim id est laborum Lorem ipsum dolor sit amet consectetur adipiscing elit sed do eiusmod tempor incididunt ut labore et dolore magna aliqua ut enim ad minim veniam quis nostrud exercitation ullamco laboris nisi ut aliquip ex ea commodo consequat duis aute irure dolor in reprehenderit in voluptate velit esse cillum dolore eu fugiat nulla pariatur excepteur sint occaecat cupidatat non proident sunt in culpa qui officia deserunt mollit anim id est laborum Lorem ipsum dolor sit amet consectetur adipiscing elit sed do eiusmod tempor incididunt ut labore et dolore magna aliqua ut enim ad minim veniam quis nostrud exercitation ullamco laboris nisi ut aliquip ex ea commodo consequat duis aute irure dolor in reprehenderit in voluptate velit esse cillum dolore eu fugiat nulla pariatur excepteur sint occaecat cupidatat non proident sunt in culpa qui officia deserunt mollit anim id est laborum Lorem ipsum dolor sit amet consectetur adipiscing elit sed do eiusmod tempor incididunt ut labore et dolore magna aliqua ut enim ad minim veniam quis nostrud exercitation ullamco laboris nisi ut aliquip ex ea commodo consequat duis aute irure dolor in reprehenderit in voluptate velit esse cillum dolore eu fugiat nulla pariatur excepteur sint occaecat cupidatat non proident sunt in culpa qui officia deserunt mollit anim id est laborum — [6, 1598, 158, 1747]
edge-mark — [495, 420, 503, 426]
article-heading: Unsere Schulkinder — [381, 1130, 439, 1137]
page-binding-edge — [494, 0, 504, 717]
article-text: Lorem ipsum dolor sit amet consectetur adipiscing elit sed do eiusmod tempor incididunt ut labore et dolore magna aliqua ut enim ad minim veniam quis nostrud exercitation ullamco laboris nisi ut aliquip ex ea commodo consequat duis aute irure dolor in reprehenderit in voluptate velit esse cillum dolore eu fugiat nulla pariatur excepteur sint occaecat cupidatat non proident sunt in culpa qui officia deserunt mollit anim id est laborum Lorem ipsum dolor sit amet consectetur adipiscing elit sed do eiusmod tempor incididunt ut labore et dolore magna aliqua ut enim ad minim veniam quis nostrud exercitation ullamco laboris nisi ut aliquip ex ea commodo consequat duis aute irure dolor in reprehenderit in voluptate velit esse cillum dolore eu fugiat nulla pariatur excepteur sint occaecat cupidatat non proident sunt in culpa qui officia deserunt mollit anim id est laborum Lorem ipsum dolor sit amet consectetur adipiscing elit sed do eiusmod tempor incididunt ut labore et dolore magna aliqua ut enim ad minim veniam quis nostrud exercitation ullamco laboris nisi ut aliquip ex ea commodo consequat duis aute irure dolor in reprehenderit in voluptate velit esse cillum dolore eu fugiat nulla pariatur excepteur sint occaecat cupidatat non proident sunt in culpa qui officia deserunt mollit anim id est laborum Lorem ipsum dolor sit amet consectetur adipiscing elit sed do eiusmod tempor incididunt ut labore et dolore magna aliqua ut enim ad minim veniam quis nostrud exercitation ullamco laboris nisi ut aliquip ex ea commodo consequat duis aute irure dolor in reprehenderit in voluptate velit esse cillum dolore eu fugiat nulla pariatur excepteur sint occaecat cupidatat non proident sunt in culpa qui officia deserunt mollit anim id est laborum — [168, 215, 322, 364]
column-1 — [6, 18, 158, 1747]
article-text: Lorem ipsum dolor sit amet consectetur adipiscing elit sed do eiusmod tempor incididunt ut labore et dolore magna aliqua ut enim ad minim veniam quis nostrud exercitation ullamco laboris nisi ut aliquip ex ea commodo consequat duis aute irure dolor in reprehenderit in voluptate velit esse cillum dolore eu fugiat nulla pariatur excepteur sint occaecat cupidatat non proident sunt in culpa qui officia deserunt mollit anim id est laborum Lorem ipsum dolor sit amet consectetur adipiscing elit sed do eiusmod tempor incididunt ut labore et dolore magna aliqua ut enim ad minim veniam quis nostrud exercitation ullamco laboris nisi ut aliquip ex ea commodo consequat duis aute irure dolor in reprehenderit in voluptate velit esse cillum dolore eu fugiat nulla pariatur excepteur sint occaecat cupidatat non proident sunt in culpa qui officia deserunt mollit anim id est laborum Lorem ipsum dolor sit amet consectetur adipiscing elit sed do eiusmod tempor incididunt ut labore et dolore magna aliqua ut enim ad minim veniam quis nostrud exercitation ullamco laboris nisi ut aliquip ex ea commodo consequat duis aute irure dolor in reprehenderit in voluptate velit esse cillum dolore eu fugiat nulla pariatur excepteur sint occaecat cupidatat non proident sunt in culpa qui officia deserunt mollit anim id est laborum Lorem ipsum dolor sit amet consectetur adipiscing elit sed do eiusmod tempor incididunt ut labore et dolore magna aliqua ut enim ad minim veniam quis nostrud exercitation ullamco laboris nisi ut aliquip ex ea commodo consequat duis aute irure dolor in reprehenderit in voluptate velit esse cillum dolore eu fugiat nulla pariatur excepteur sint occaecat cupidatat non proident sunt in culpa qui officia deserunt mollit anim id est laborum — [332, 214, 488, 358]
article-text: Lorem ipsum dolor sit amet consectetur adipiscing elit sed do eiusmod tempor incididunt ut labore et dolore magna aliqua ut enim ad minim veniam quis nostrud exercitation ullamco laboris nisi ut aliquip ex ea commodo consequat duis aute irure dolor in reprehenderit in voluptate velit esse cillum dolore eu fugiat nulla pariatur excepteur sint occaecat cupidatat non proident sunt in culpa qui officia deserunt mollit anim id est laborum Lorem ipsum dolor sit amet consectetur adipiscing elit sed do eiusmod tempor incididunt ut labore et dolore magna aliqua ut enim ad minim veniam quis nostrud exercitation ullamco laboris nisi ut aliquip ex ea commodo consequat duis aute irure dolor in reprehenderit in voluptate velit esse cillum dolore eu fugiat nulla pariatur excepteur sint occaecat cupidatat non proident sunt in culpa qui officia deserunt mollit anim id est laborum Lorem ipsum dolor sit amet consectetur adipiscing elit sed do eiusmod tempor incididunt ut labore et dolore magna aliqua ut enim ad minim veniam quis nostrud exercitation ullamco laboris nisi ut aliquip ex ea commodo consequat duis aute irure dolor in reprehenderit in voluptate velit esse cillum dolore eu fugiat nulla pariatur excepteur sint occaecat cupidatat non proident sunt in culpa qui officia deserunt mollit anim id est laborum Lorem ipsum dolor sit amet consectetur adipiscing elit sed do eiusmod tempor incididunt ut labore et dolore magna aliqua ut enim ad minim veniam quis nostrud exercitation ullamco laboris nisi ut aliquip ex ea commodo consequat duis aute irure dolor in reprehenderit in voluptate velit esse cillum dolore eu fugiat nulla pariatur excepteur sint occaecat cupidatat non proident sunt in culpa qui officia deserunt mollit anim id est laborum — [6, 1252, 158, 1401]
